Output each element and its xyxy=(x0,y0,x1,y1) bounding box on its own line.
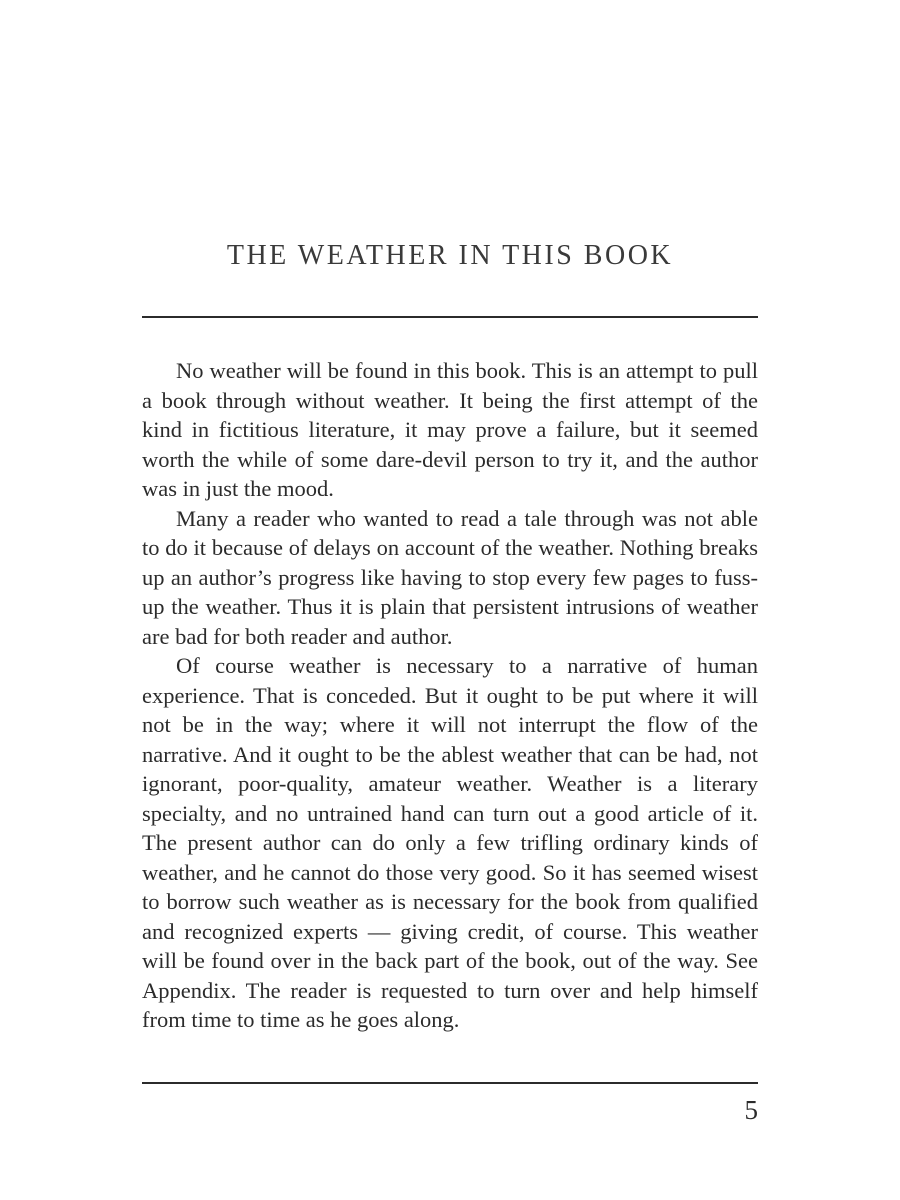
paragraph-1: No weather will be found in this book. This is an attempt to pull a book through without weather. It being the first attempt of the kind in fictitious literature, it may prove a failure, but it seemed worth the while of some dare-devil person to try it, and the author was in just the mood. xyxy=(142,358,758,501)
bottom-rule xyxy=(142,1082,758,1084)
paragraph-3: Of course weather is necessary to a narrative of human experience. That is conceded. But it ought to be put where it will not be in the way; where it will not interrupt the flow of the narrative. And it ought to be the ablest weather that can be had, not ignorant, poor-quality, amateur weather. Weather is a literary specialty, and no untrained hand can turn out a good article of it. The present author can do only a few trifling ordinary kinds of weather, and he cannot do those very good. So it has seemed wisest to borrow such weather as is necessary for the book from qualified and recognized experts — giving credit, of course. This weather will be found over in the back part of the book, out of the way. See Appendix. The reader is requested to turn over and help himself from time to time as he goes along. xyxy=(142,653,758,1032)
body-text xyxy=(142,356,758,1035)
chapter-title: THE WEATHER IN THIS BOOK xyxy=(226,240,674,271)
page-number: 5 xyxy=(744,1095,758,1125)
top-rule xyxy=(142,316,758,318)
paragraph-2: Many a reader who wanted to read a tale through was not able to do it because of delays on account of the weather. Nothing breaks up an author’s progress like having to stop every few pages to fuss-up the weather. Thus it is plain that persistent intrusions of weather are bad for both reader and author. xyxy=(142,505,758,649)
